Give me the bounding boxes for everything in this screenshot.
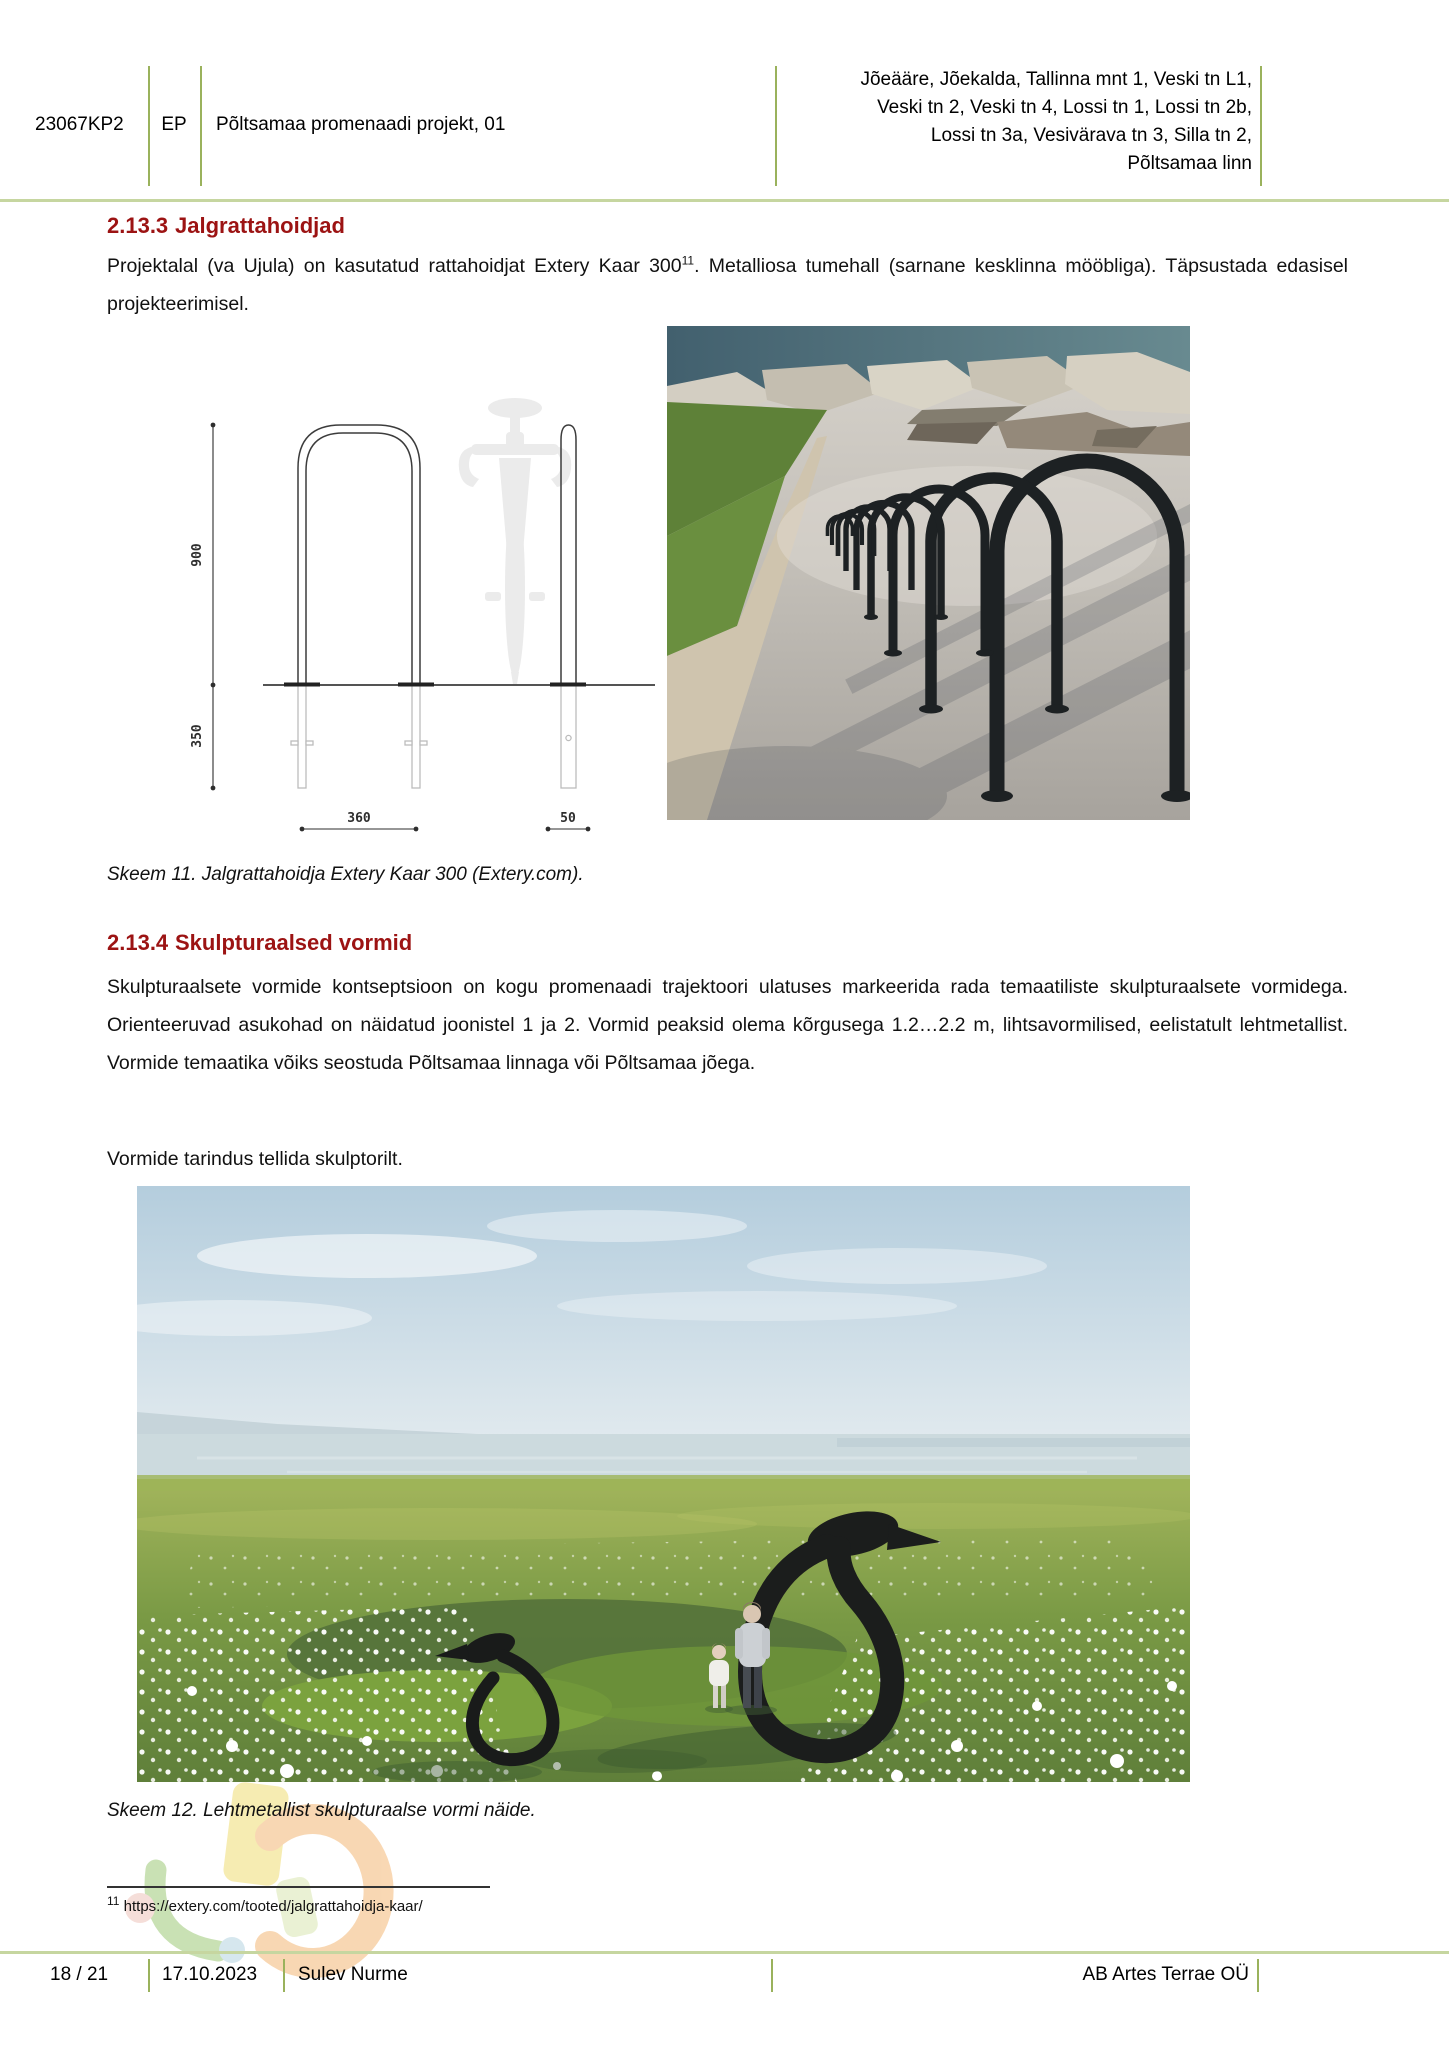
- dim-tube-label: 50: [560, 811, 576, 826]
- header-divider-2: [200, 66, 202, 186]
- footer-page-number: 18 / 21: [50, 1964, 109, 1985]
- doc-code: 23067KP2: [35, 114, 124, 135]
- footer-divider-3: [771, 1959, 773, 1992]
- header-address-line-2: Veski tn 2, Veski tn 4, Lossi tn 1, Lossi tn 2b,: [877, 97, 1252, 118]
- footnote-text: [107, 1894, 423, 1915]
- paragraph-text-continued: . Metalliosa tumehall (sarnane kesklinna mööbliga). Täpsustada edasisel projekteerimisel.: [107, 255, 1349, 315]
- footer-rule: [0, 1951, 1449, 1954]
- below-ground-posts: [291, 685, 576, 788]
- footnote-marker: 11: [107, 1894, 120, 1908]
- footer-date: 17.10.2023: [162, 1964, 258, 1985]
- section-number: 2.13.3: [107, 213, 169, 238]
- footnote-separator: [107, 1886, 490, 1888]
- footer-divider-1: [148, 1959, 150, 1992]
- dimension-lines: [213, 425, 588, 829]
- doc-stage: EP: [161, 114, 187, 135]
- section-title: Jalgrattahoidjad: [175, 213, 345, 238]
- bike-rack-photo: [667, 326, 1190, 820]
- dim-width-label: 360: [347, 811, 371, 826]
- paragraph-sculpture-order: Vormide tarindus tellida skulptorilt.: [107, 1148, 403, 1170]
- sculpture-photo: [137, 1186, 1190, 1782]
- caption-skeem-12: Skeem 12. Lehtmetallist skulpturaalse vormi näide.: [107, 1800, 536, 1821]
- bike-rack-drawing: [155, 392, 655, 862]
- header-address-line-4: Põltsamaa linn: [1127, 153, 1252, 174]
- section-heading-jalgrattahoidjad: [107, 213, 345, 239]
- bicycle-silhouette-icon: [459, 398, 572, 684]
- header-rule: [0, 199, 1449, 202]
- paragraph-text: Projektalal (va Ujula) on kasutatud rattahoidjat Extery Kaar 300: [107, 255, 682, 277]
- section-heading-skulpturaalsed-vormid: [107, 930, 412, 956]
- paragraph-sculpture-concept: Skulpturaalsete vormide kontseptsioon on kogu promenaadi trajektoori ulatuses markeerida rada temaatiliste skulpturaalsete vormidega. Orienteeruvad asukohad on näidatud joonistel 1 ja 2. Vormid peaksid olema kõrgusega 1.2…2.2 m, lihtsavormilised, eelistatult lehtmetallist. Vormide temaatika võiks seostuda Põltsamaa linnaga või Põltsamaa jõega.: [107, 976, 1348, 1074]
- footnote-url[interactable]: https://extery.com/tooted/jalgrattahoidja-kaar/: [123, 1898, 423, 1915]
- footer-divider-4: [1257, 1959, 1259, 1992]
- dim-height-label: 900: [190, 543, 205, 567]
- hoop-front-view: [298, 425, 420, 685]
- header-divider-3: [775, 66, 777, 186]
- footnote-reference: 11: [681, 253, 695, 268]
- section-number: 2.13.4: [107, 930, 169, 955]
- paragraph-bike-rack: [107, 247, 1348, 323]
- section-title: Skulpturaalsed vormid: [175, 930, 413, 955]
- footer-author: Sulev Nurme: [298, 1964, 408, 1985]
- header-address-line-3: Lossi tn 3a, Vesivärava tn 3, Silla tn 2,: [930, 125, 1252, 146]
- caption-skeem-11: Skeem 11. Jalgrattahoidja Extery Kaar 300 (Extery.com).: [107, 864, 584, 885]
- dimension-markers: [211, 423, 591, 832]
- header-divider-4: [1260, 66, 1262, 186]
- footer-company: AB Artes Terrae OÜ: [1082, 1964, 1249, 1985]
- dim-depth-label: 350: [190, 724, 205, 748]
- footer-divider-2: [283, 1959, 285, 1992]
- header-address-line-1: Jõeääre, Jõekalda, Tallinna mnt 1, Veski tn L1,: [860, 69, 1252, 90]
- doc-title: Põltsamaa promenaadi projekt, 01: [216, 114, 506, 135]
